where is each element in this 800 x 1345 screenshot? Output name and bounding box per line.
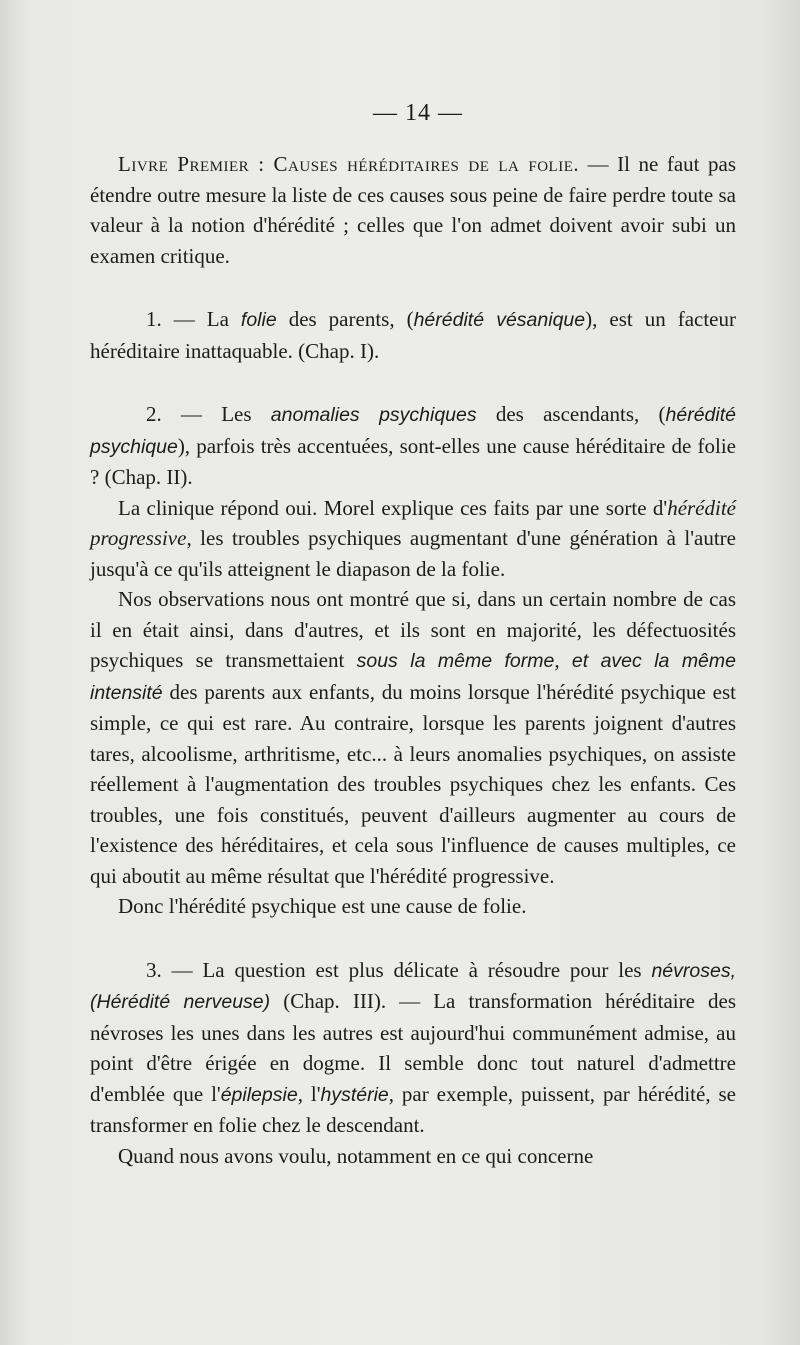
text-run: — La [161,307,241,331]
text-run: des ascendants, ( [476,402,666,426]
page-text [90,149,736,1171]
italic-term: hérédité progressive [90,495,736,550]
intro-body: — Il ne faut pas étendre outre mesure la liste de ces causes sous peine de faire perdre toute sa valeur à la notion d'hérédité ; celles que l'on admet doivent avoir subi un examen critique. [90,152,736,268]
text-run: des parents, ( [276,307,414,331]
text-run: (Chap. III). — La transformation héréditaire des névroses les unes dans les autres est aujourd'hui communément admise, au point d'être érigée en dogme. Il semble donc tout naturel d'admettre d'emblée que l' [90,989,736,1106]
section-number: 2. [146,402,162,426]
italic-term: hystérie [320,1083,389,1106]
section-2-paragraph-2 [90,493,736,585]
section-2-paragraph [90,399,736,493]
text-run: , par exemple, puissent, par hérédité, se transformer en folie chez le descendant. [90,1081,736,1137]
text-run: , l' [297,1081,321,1106]
italic-term: (Hérédité nerveuse) [90,991,271,1013]
section-number: 3. [146,957,162,982]
section-number: 1. [146,307,162,331]
text-run: ), parfois très accentuées, sont-elles une cause héréditaire de folie ? (Chap. II). [90,433,736,489]
text-run: — Les [161,402,271,426]
book-heading: Livre Premier : Causes héréditaires de la folie. [118,152,580,176]
section-1-paragraph [90,304,736,366]
text-run: des parents aux enfants, du moins lorsque l'hérédité psychique est simple, ce qui est rare. Au contraire, lorsque les parents joignent d'autres tares, alcoolisme, arthritisme, etc... à leurs anomalies psychiques, on assiste réellement à l'augmentation des troubles psychiques chez les enfants. Ces troubles, une fois constitués, peuvent d'ailleurs augmenter au cours de l'existence des héréditaires, et cela sous l'influence de causes multiples, ce qui aboutit au même résultat que l'hérédité progressive. [90,679,736,888]
section-3-paragraph-2: Quand nous avons voulu, notamment en ce qui concerne [118,1143,594,1168]
text-run: , [554,648,572,672]
intro-paragraph [90,149,736,271]
text-run: La clinique répond oui. Morel explique ces faits par une sorte d' [118,495,668,520]
text-run: Nos observations nous ont montré que si, dans un certain nombre de cas il en était ainsi, dans d'autres, et ils sont en majorité, les défectuosités psychiques se transmettaient [90,587,736,672]
italic-term: hérédité vésanique [413,309,586,331]
page-number: — 14 — [373,100,463,126]
italic-term: hérédité psychique [90,404,736,458]
italic-term: névroses, [651,959,736,982]
italic-term: folie [240,309,277,331]
text-run: , les troubles psychiques augmentant d'une génération à l'autre jusqu'à ce qu'ils atteignent le diapason de la folie. [90,526,736,581]
italic-term: anomalies psychiques [270,404,477,426]
text-run: — La question est plus délicate à résoudre pour les [161,957,652,982]
section-2-paragraph-4: Donc l'hérédité psychique est une cause de folie. [118,894,527,918]
section-3-paragraph [90,955,736,1141]
italic-term: et avec la même intensité [90,650,736,704]
section-2-paragraph-3 [90,584,736,891]
italic-term: épilepsie [220,1083,298,1106]
text-run: ), est un facteur héréditaire inattaquable. (Chap. I). [90,307,736,363]
italic-term: sous la même forme [356,650,555,672]
